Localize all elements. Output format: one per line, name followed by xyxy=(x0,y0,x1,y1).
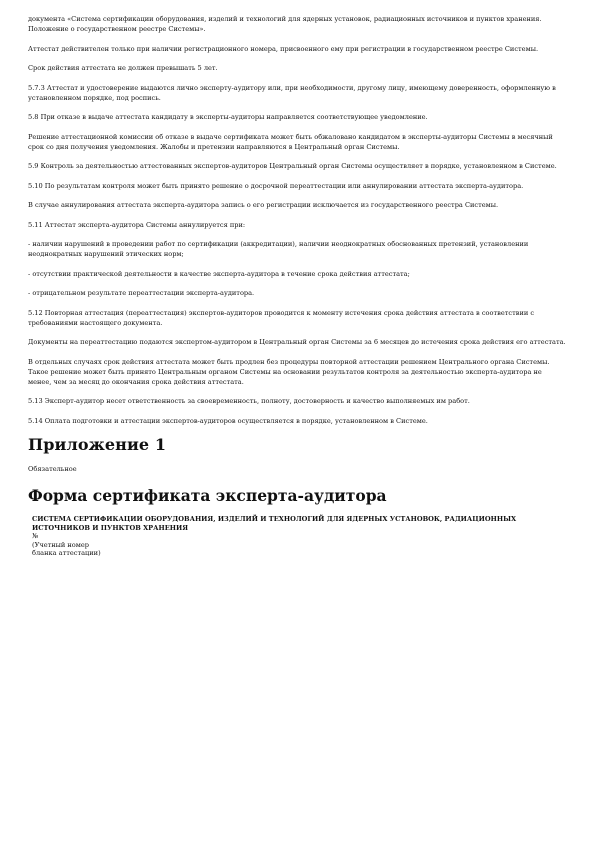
paragraph: Срок действия аттестата не должен превышать 5 лет. xyxy=(28,64,218,72)
paragraph: 5.13 Эксперт-аудитор несет ответственность за своевременность, полноту, достоверность и качество выполняемых им работ. xyxy=(28,397,470,405)
appendix-note: Обязательное xyxy=(28,465,77,473)
paragraph: Решение аттестационной комиссии об отказе в выдаче сертификата может быть обжаловано кандидатом в эксперты-аудиторы Системы в месячный срок со дня получения уведомления. Жалобы и претензии направляются в Центральный орган Системы. xyxy=(28,132,553,151)
paragraph: В отдельных случаях срок действия аттестата может быть продлен без процедуры повторной аттестации решением Центрального органа Системы. Такое решение может быть принято Центральным органом Системы на основании результатов контроля за деятельностью эксперта-аудитора не менее, чем за месяц до окончания срока действия аттестата. xyxy=(28,357,550,386)
certificate-header: СИСТЕМА СЕРТИФИКАЦИИ ОБОРУДОВАНИЯ, ИЗДЕЛИЙ И ТЕХНОЛОГИЙ ДЛЯ ЯДЕРНЫХ УСТАНОВОК, РАДИАЦИОННЫХ ИСТОЧНИКОВ И ПУНКТОВ ХРАНЕНИЯ xyxy=(32,515,517,532)
paragraph: 5.8 При отказе в выдаче аттестата кандидату в эксперты-аудиторы направляется соответствующее уведомление. xyxy=(28,113,428,121)
paragraph: 5.9 Контроль за деятельностью аттестованных экспертов-аудиторов Центральный орган Системы осуществляет в порядке, установленном в Системе. xyxy=(28,162,557,170)
paragraph: 5.11 Аттестат эксперта-аудитора Системы аннулируется при: xyxy=(28,220,246,229)
paragraph: 5.7.3 Аттестат и удостоверение выдаются лично эксперту-аудитору или, при необходимости, другому лицу, имеющему доверенность, оформленную в установленном порядке, под роспись. xyxy=(28,83,556,102)
certificate-form xyxy=(28,515,566,558)
paragraph: 5.12 Повторная аттестация (переаттестация) экспертов-аудиторов проводится к моменту истечения срока действия аттестата в соответствии с требованиями настоящего документа. xyxy=(28,308,535,327)
paragraph: документа «Система сертификации оборудования, изделий и технологий для ядерных установок, радиационных источников и пунктов хранения. Положение о государственном реестре Системы». xyxy=(28,15,542,33)
paragraph: Аттестат действителен только при наличии регистрационного номера, присвоенного ему при регистрации в государственном реестре Системы. xyxy=(28,44,539,53)
form-title: Форма сертификата эксперта-аудитора xyxy=(28,486,387,505)
document-page xyxy=(28,14,566,558)
account-number-label: (Учетный номер xyxy=(32,540,89,549)
paragraph: Документы на переаттестацию подаются экспертом-аудитором в Центральный орган Системы за 6 месяцев до истечения срока действия его аттестата. xyxy=(28,338,566,346)
paragraph: 5.10 По результатам контроля может быть принято решение о досрочной переаттестации или аннулировании аттестата эксперта-аудитора. xyxy=(28,181,524,190)
number-label: № xyxy=(32,532,39,540)
appendix-title: Приложение 1 xyxy=(28,435,167,454)
paragraph: 5.14 Оплата подготовки и аттестации экспертов-аудиторов осуществляется в порядке, установленном в Системе. xyxy=(28,416,428,425)
paragraph: - отсутствии практической деятельности в качестве эксперта-аудитора в течение срока действия аттестата; xyxy=(28,269,410,278)
paragraph: - отрицательном результате переаттестации эксперта-аудитора. xyxy=(28,289,255,297)
paragraph: - наличии нарушений в проведении работ по сертификации (аккредитации), наличии неоднократных обоснованных претензий, установлении неоднократных нарушений этических норм; xyxy=(28,240,529,258)
paragraph: В случае аннулирования аттестата эксперта-аудитора запись о его регистрации исключается из государственного реестра Системы. xyxy=(28,201,499,209)
blank-label: бланка аттестации) xyxy=(32,549,101,557)
